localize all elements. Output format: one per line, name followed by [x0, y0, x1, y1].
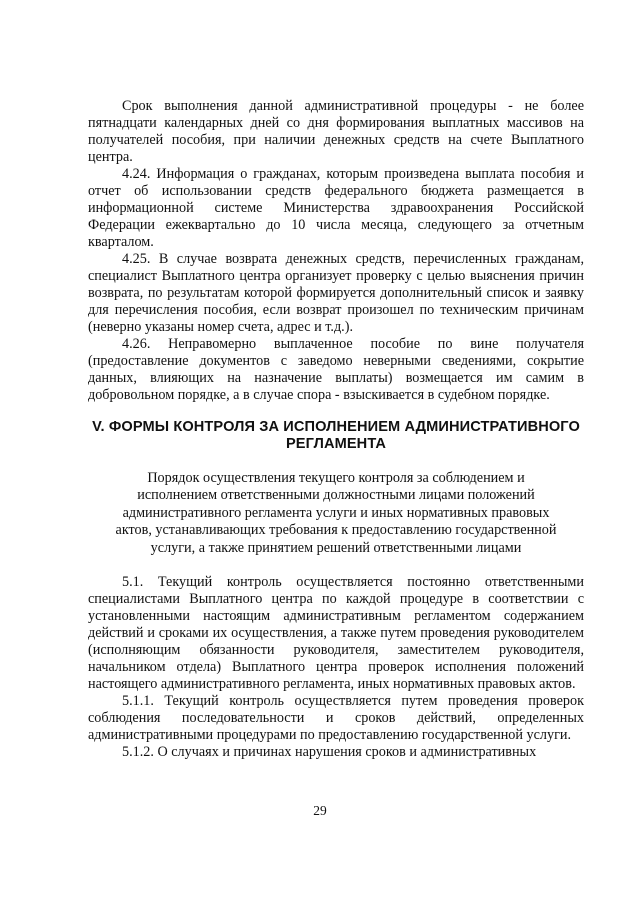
subheading: Порядок осуществления текущего контроля за соблюдением и исполнением ответственными должностными лицами положений административного регламента услуги и иных нормативных правовых актов, устанавливающих требования к предоставлению государственной услуги, а также принятием решений ответственными лицами	[115, 470, 557, 556]
paragraph-4-25: 4.25. В случае возврата денежных средств, перечисленных гражданам, специалист Выплатного центра организует проверку с целью выяснения причин возврата, по результатам которой формируется дополнительный список и заявку для перечисления пособия, если возврат произошел по техническим причинам (неверно указаны номер счета, адрес и т.д.).	[88, 251, 584, 335]
paragraph-4-26: 4.26. Неправомерно выплаченное пособие по вине получателя (предоставление документов с заведомо неверными сведениями, сокрытие данных, влияющих на назначение выплаты) возмещается им самим в добровольном порядке, а в случае спора - взыскивается в судебном порядке.	[88, 336, 584, 403]
page-number: 29	[313, 803, 327, 818]
document-body	[88, 98, 584, 761]
paragraph-deadline: Срок выполнения данной административной процедуры - не более пятнадцати календарных дней со дня формирования выплатных массивов на получателей пособия, при наличии денежных средств на счете Выплатного центра.	[88, 98, 584, 165]
section-heading: V. ФОРМЫ КОНТРОЛЯ ЗА ИСПОЛНЕНИЕМ АДМИНИСТРАТИВНОГО РЕГЛАМЕНТА	[92, 419, 580, 452]
paragraph-5-1-2: 5.1.2. О случаях и причинах нарушения сроков и административных	[122, 744, 537, 761]
paragraph-5-1: 5.1. Текущий контроль осуществляется постоянно ответственными специалистами Выплатного центра по каждой процедуре в соответствии с установленными настоящим административным регламентом содержанием действий и сроками их осуществления, а также путем проведения руководителем (исполняющим обязанности руководителя, заместителем руководителя, начальником отдела) Выплатного центра проверок исполнения положений настоящего административного регламента, иных нормативных правовых актов.	[88, 574, 584, 693]
paragraph-5-1-1: 5.1.1. Текущий контроль осуществляется путем проведения проверок соблюдения последовательности и сроков действий, определенных административными процедурами по предоставлению государственной услуги.	[88, 693, 584, 744]
paragraph-4-24: 4.24. Информация о гражданах, которым произведена выплата пособия и отчет об использовании средств федерального бюджета размещается в информационной системе Министерства здравоохранения Российской Федерации ежеквартально до 10 числа месяца, следующего за отчетным кварталом.	[88, 166, 584, 250]
